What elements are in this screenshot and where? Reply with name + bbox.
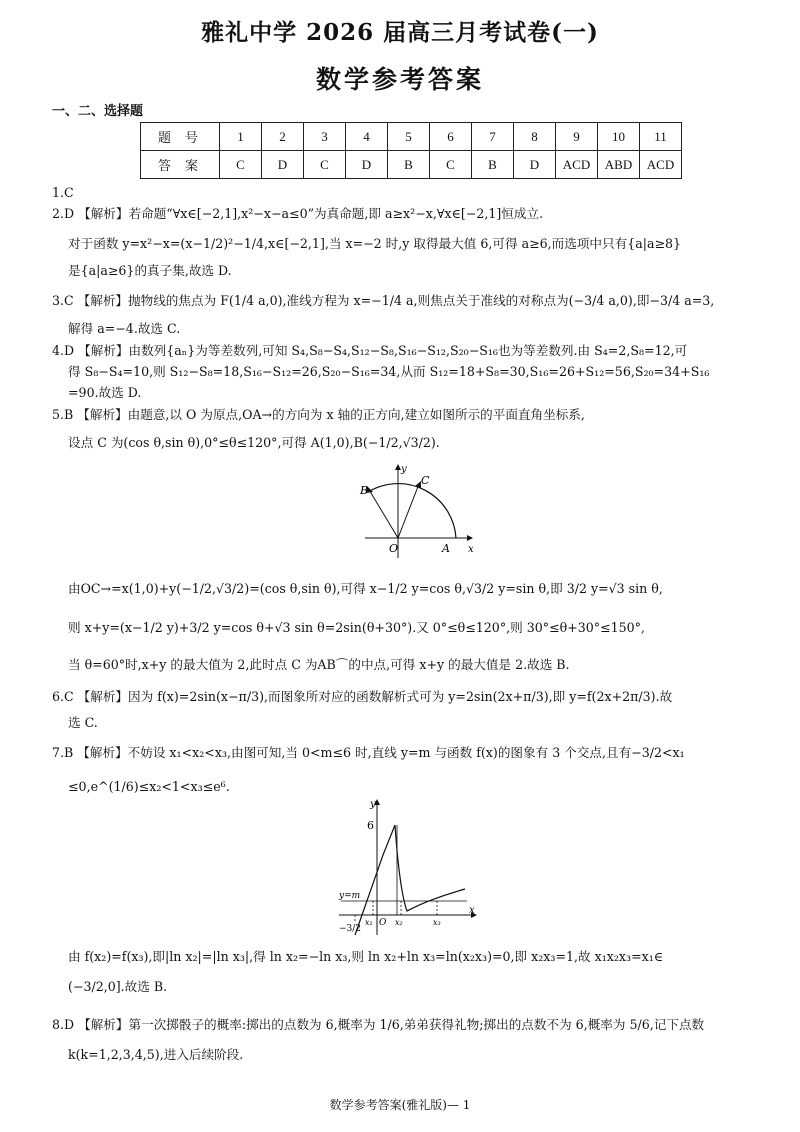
solution-q5-line3: 由OC→=x(1,0)+y(−1/2,√3/2)=(cos θ,sin θ),可得 x−1/2 y=cos θ,√3/2 y=sin θ,即 3/2 y=√3 sin θ,	[68, 581, 663, 596]
solution-q7-line4: (−3/2,0].故选 B.	[68, 979, 168, 994]
solution-q7-line3: 由 f(x₂)=f(x₃),即|ln x₂|=|ln x₃|,得 ln x₂=−ln x₃,则 ln x₂+ln x₃=ln(x₂x₃)=0,即 x₂x₃=1,故 x₁x₂x₃=x₁∈	[68, 949, 664, 964]
fig2-x3-label: x₃	[433, 918, 441, 927]
solution-q6-line2: 选 C.	[68, 715, 98, 730]
number-cell: 6	[430, 123, 472, 151]
solution-q8-line1: 8.D 【解析】第一次掷骰子的概率:掷出的点数为 6,概率为 1/6,弟弟获得礼物;掷出的点数不为 6,概率为 5/6,记下点数	[52, 1017, 705, 1032]
answer-key-title: 数学参考答案	[315, 65, 484, 94]
solution-q6-line1: 6.C 【解析】因为 f(x)=2sin(x−π/3),而图象所对应的函数解析式可为 y=2sin(2x+π/3),即 y=f(2x+2π/3).故	[52, 689, 673, 704]
row-label-answer: 答案	[141, 151, 220, 179]
solution-q8-line2: k(k=1,2,3,4,5),进入后续阶段.	[68, 1047, 244, 1062]
question-number-row	[141, 123, 682, 151]
answer-cell: ACD	[556, 151, 598, 179]
answer-cell: ABD	[598, 151, 640, 179]
answer-table	[140, 122, 682, 179]
answer-cell: B	[472, 151, 514, 179]
number-cell: 8	[514, 123, 556, 151]
solution-q2-line3: 是{a|a≥6}的真子集,故选 D.	[68, 263, 232, 278]
answer-cell: C	[430, 151, 472, 179]
fig2-m-label: y=m	[339, 891, 361, 901]
answer-cell: B	[388, 151, 430, 179]
solution-q1: 1.C	[52, 185, 74, 200]
fig2-neg-label: −3/2	[339, 924, 362, 934]
solution-q4-line3: =90.故选 D.	[68, 385, 142, 400]
fig2-six-label: 6	[367, 819, 374, 832]
answer-cell: D	[514, 151, 556, 179]
section-label: 一、二、选择题	[52, 104, 144, 119]
fig1-y-label: y	[401, 464, 407, 475]
number-cell: 9	[556, 123, 598, 151]
number-cell: 1	[220, 123, 262, 151]
coordinate-figure-arc	[355, 462, 475, 562]
function-graph-figure	[335, 795, 480, 943]
fig2-x-label: x	[469, 905, 475, 916]
solution-q7-line2: ≤0,e^(1/6)≤x₂<1<x₃≤e⁶.	[68, 779, 230, 794]
answer-cell: C	[304, 151, 346, 179]
number-cell: 7	[472, 123, 514, 151]
answer-cell: ACD	[640, 151, 682, 179]
number-cell: 2	[262, 123, 304, 151]
number-cell: 5	[388, 123, 430, 151]
fig2-x1-label: x₁	[365, 918, 373, 927]
fig1-c-label: C	[421, 474, 430, 487]
answer-cell: D	[346, 151, 388, 179]
number-cell: 11	[640, 123, 682, 151]
solution-q5-line5: 当 θ=60°时,x+y 的最大值为 2,此时点 C 为AB⌒的中点,可得 x+y 的最大值是 2.故选 B.	[68, 657, 570, 672]
solution-q4-line2: 得 S₈−S₄=10,则 S₁₂−S₈=18,S₁₆−S₁₂=26,S₂₀−S₁₆=34,从而 S₁₂=18+S₈=30,S₁₆=26+S₁₂=56,S₂₀=34+S₁₆	[68, 364, 710, 379]
fig1-b-label: B	[360, 484, 369, 497]
answer-cell: C	[220, 151, 262, 179]
solution-q2-line1: 2.D 【解析】若命题“∀x∈[−2,1],x²−x−a≤0”为真命题,即 a≥x²−x,∀x∈[−2,1]恒成立.	[52, 206, 544, 221]
fig2-x2-label: x₂	[395, 918, 403, 927]
answer-cell: D	[262, 151, 304, 179]
solution-q2-line2: 对于函数 y=x²−x=(x−1/2)²−1/4,x∈[−2,1],当 x=−2 时,y 取得最大值 6,可得 a≥6,而选项中只有{a|a≥8}	[68, 236, 682, 251]
exam-title: 雅礼中学 2026 届高三月考试卷(一)	[201, 19, 599, 46]
fig1-origin-label: O	[389, 542, 399, 555]
solution-q5-line4: 则 x+y=(x−1/2 y)+3/2 y=cos θ+√3 sin θ=2sin(θ+30°).又 0°≤θ≤120°,则 30°≤θ+30°≤150°,	[68, 620, 645, 635]
number-cell: 4	[346, 123, 388, 151]
solution-q3-line1: 3.C 【解析】抛物线的焦点为 F(1/4 a,0),准线方程为 x=−1/4 a,则焦点关于准线的对称点为(−3/4 a,0),即−3/4 a=3,	[52, 293, 715, 308]
fig2-y-label: y	[370, 799, 376, 810]
solution-q7-line1: 7.B 【解析】不妨设 x₁<x₂<x₃,由图可知,当 0<m≤6 时,直线 y=m 与函数 f(x)的图象有 3 个交点,且有−3/2<x₁	[52, 745, 685, 760]
fig1-x-label: x	[468, 544, 474, 555]
solution-q5-line2: 设点 C 为(cos θ,sin θ),0°≤θ≤120°,可得 A(1,0),B(−1/2,√3/2).	[68, 435, 440, 450]
fig1-a-label: A	[442, 542, 450, 555]
row-label-number: 题号	[141, 123, 220, 151]
number-cell: 3	[304, 123, 346, 151]
solution-q3-line2: 解得 a=−4.故选 C.	[68, 321, 181, 336]
solution-q5-line1: 5.B 【解析】由题意,以 O 为原点,OA→的方向为 x 轴的正方向,建立如图所示的平面直角坐标系,	[52, 407, 585, 422]
answer-row	[141, 151, 682, 179]
solution-q4-line1: 4.D 【解析】由数列{aₙ}为等差数列,可知 S₄,S₈−S₄,S₁₂−S₈,S₁₆−S₁₂,S₂₀−S₁₆也为等差数列.由 S₄=2,S₈=12,可	[52, 343, 688, 358]
number-cell: 10	[598, 123, 640, 151]
fig2-origin-label: O	[379, 918, 387, 928]
page-footer: 数学参考答案(雅礼版)— 1	[329, 1098, 471, 1112]
